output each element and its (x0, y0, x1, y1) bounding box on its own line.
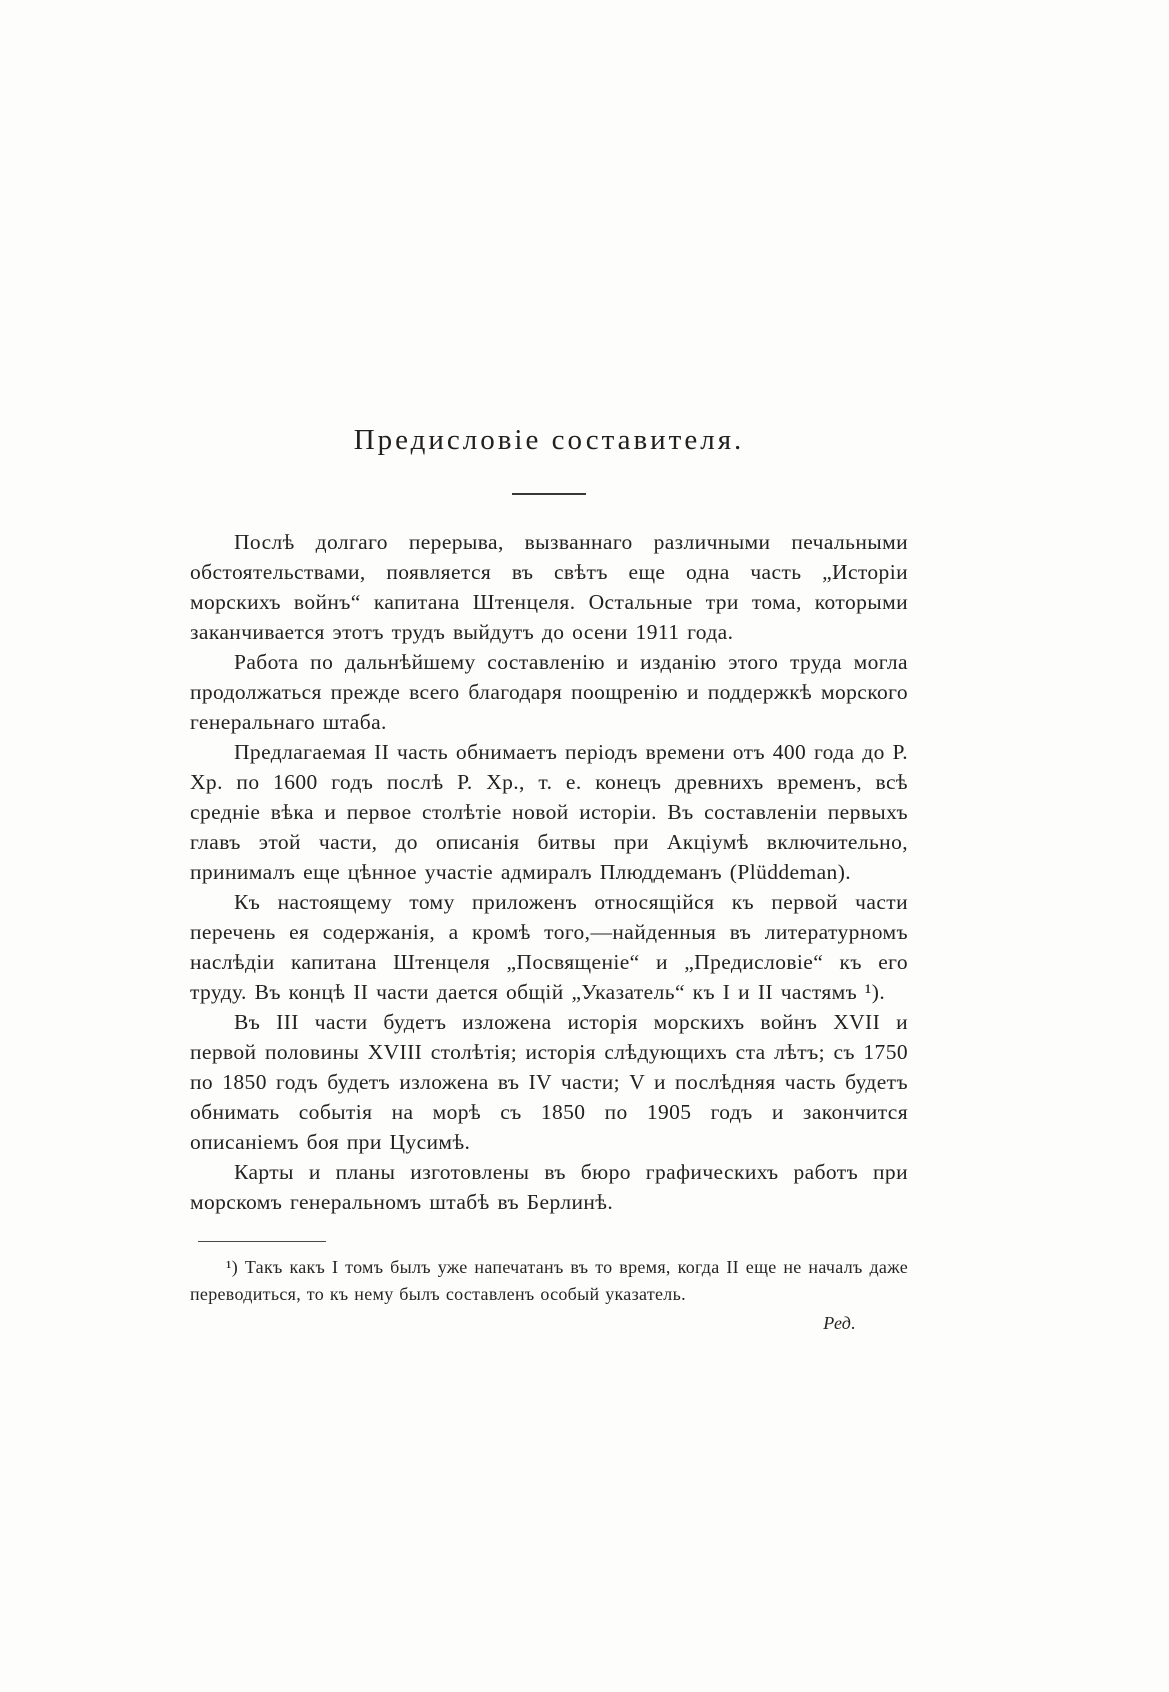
page-content (190, 424, 908, 1337)
footnote-signature: Ред. (823, 1313, 856, 1333)
page-title: Предисловіе составителя. (353, 424, 745, 456)
paragraph-3: Предлагаемая II часть обнимаетъ періодъ времени отъ 400 года до Р. Хр. по 1600 годъ послѣ Р. Хр., т. е. конецъ древнихъ временъ, всѣ средніе вѣка и первое столѣтіе новой исторіи. Въ составленіи первыхъ главъ этой части, до описанія битвы при Акціумѣ включительно, принималъ еще цѣнное участіе адмиралъ Плюддеманъ (Plüddeman). (190, 740, 908, 884)
paragraph-4: Къ настоящему тому приложенъ относящійся къ первой части перечень ея содержанія, а кромѣ того,—найденныя въ литературномъ наслѣдіи капитана Штенцеля „Посвященіе“ и „Предисловіе“ къ его труду. Въ концѣ II части дается общій „Указатель“ къ I и II частямъ ¹). (190, 890, 908, 1004)
footnote-divider (198, 1241, 326, 1242)
title-divider (512, 493, 586, 495)
paragraph-1: Послѣ долгаго перерыва, вызваннаго различными печальными обстоятельствами, появляется въ свѣтъ еще одна часть „Исторіи морскихъ войнъ“ капитана Штенцеля. Остальные три тома, которыми заканчивается этотъ трудъ выйдутъ до осени 1911 года. (190, 530, 908, 644)
paragraph-5: Въ III части будетъ изложена исторія морскихъ войнъ XVII и первой половины XVIII столѣтія; исторія слѣдующихъ ста лѣтъ; съ 1750 по 1850 годъ будетъ изложена въ IV части; V и послѣдняя часть будетъ обнимать событія на морѣ съ 1850 по 1905 годъ и закончится описаніемъ боя при Цусимѣ. (190, 1010, 908, 1154)
footnote (190, 1254, 908, 1337)
footnote-text: ¹) Такъ какъ I томъ былъ уже напечатанъ въ то время, когда II еще не началъ даже переводиться, то къ нему былъ составленъ особый указатель. (190, 1257, 908, 1304)
paragraph-6: Карты и планы изготовлены въ бюро графическихъ работъ при морскомъ генеральномъ штабѣ въ Берлинѣ. (190, 1160, 908, 1214)
preface-body (190, 527, 908, 1217)
paragraph-2: Работа по дальнѣйшему составленію и изданію этого труда могла продолжаться прежде всего благодаря поощренію и поддержкѣ морского генеральнаго штаба. (190, 650, 908, 734)
